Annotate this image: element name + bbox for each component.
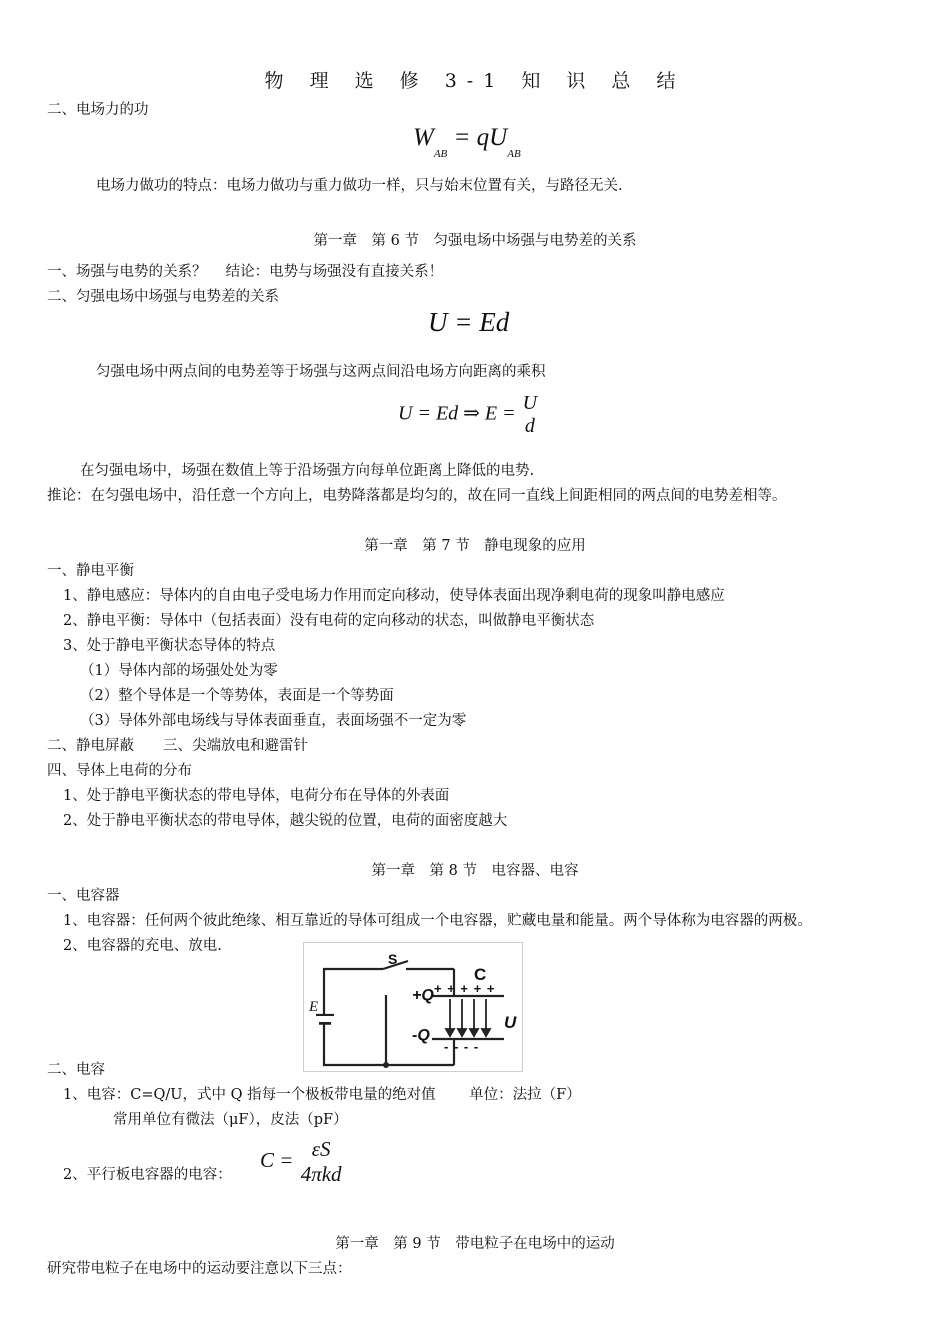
sec7-item: 一、静电平衡 <box>47 563 134 579</box>
formula-cap-left: C = <box>260 1147 294 1172</box>
voltage-label: U <box>504 1013 517 1032</box>
capacitor-circuit-figure <box>303 942 523 1072</box>
sec6-desc: 匀强电场中两点间的电势差等于场强与这两点间沿电场方向距离的乘积 <box>96 364 546 380</box>
plus-signs: + + + + + <box>434 981 496 996</box>
sec8-item: 1、电容：C=Q/U，式中 Q 指每一个极板带电量的绝对值 单位：法拉（F） <box>63 1087 581 1103</box>
formula-e-ud <box>398 392 539 438</box>
sec7-item: 2、处于静电平衡状态的带电导体，越尖锐的位置，电荷的面密度越大 <box>63 813 508 829</box>
sec8-item: 二、电容 <box>47 1062 105 1078</box>
sec8-item: 常用单位有微法（μF），皮法（pF） <box>113 1112 348 1128</box>
formula-work <box>413 124 521 160</box>
sec8-item: 2、电容器的充电、放电. <box>63 938 222 954</box>
fraction-cap-numerator: εS <box>311 1137 331 1161</box>
formula-work-mid: = qU <box>453 124 508 151</box>
formula-work-sub1: AB <box>433 148 448 160</box>
fraction-denominator: d <box>524 415 535 437</box>
sec8-item: 2、平行板电容器的电容： <box>63 1167 232 1183</box>
sec7-item: 1、静电感应：导体内的自由电子受电场力作用而定向移动，使导体表面出现净剩电荷的现象叫静电感应 <box>63 588 725 604</box>
formula-capacitance <box>260 1137 344 1187</box>
sec9-line1: 研究带电粒子在电场中的运动要注意以下三点： <box>47 1261 352 1277</box>
formula-work-sub2: AB <box>507 148 521 160</box>
capacitor-label: C <box>474 965 487 984</box>
work-feature-text: 电场力做功的特点：电场力做功与重力做功一样，只与始末位置有关，与路径无关. <box>96 178 623 194</box>
battery-label: E <box>309 999 319 1015</box>
section-heading-6: 第一章 第 6 节 匀强电场中场强与电势差的关系 <box>313 233 637 249</box>
sec6-line2: 二、匀强电场中场强与电势差的关系 <box>47 289 279 305</box>
sec7-item: 二、静电屏蔽 三、尖端放电和避雷针 <box>47 738 308 754</box>
section-heading-9: 第一章 第 9 节 带电粒子在电场中的运动 <box>335 1236 615 1252</box>
fraction-cap <box>299 1137 344 1187</box>
sec7-item: 3、处于静电平衡状态导体的特点 <box>63 638 276 654</box>
sec7-item: 1、处于静电平衡状态的带电导体，电荷分布在导体的外表面 <box>63 788 450 804</box>
fraction-cap-denominator: 4πkd <box>300 1162 342 1186</box>
plus-q-label: +Q <box>412 987 434 1004</box>
sec6-line3: 在匀强电场中，场强在数值上等于沿场强方向每单位距离上降低的电势. <box>80 463 535 479</box>
formula-e-ud-left: U = Ed ⇒ E = <box>398 402 516 425</box>
switch-label: S <box>388 951 398 967</box>
section-heading-8: 第一章 第 8 节 电容器、电容 <box>371 863 579 879</box>
page-title: 物 理 选 修 3-1 知 识 总 结 <box>264 70 686 92</box>
sec7-item: （1）导体内部的场强处处为零 <box>80 663 278 679</box>
minus-q-label: -Q <box>412 1027 430 1044</box>
sec7-item: 2、静电平衡：导体中（包括表面）没有电荷的定向移动的状态，叫做静电平衡状态 <box>63 613 595 629</box>
sec6-line1: 一、场强与电势的关系？ 结论：电势与场强没有直接关系！ <box>47 264 444 280</box>
fraction-u-d <box>521 392 539 438</box>
sec6-line4: 推论：在匀强电场中，沿任意一个方向上，电势降落都是均匀的，故在同一直线上间距相同的两点间的电势差相等。 <box>47 488 787 504</box>
sec7-item: 四、导体上电荷的分布 <box>47 763 192 779</box>
section-heading-work: 二、电场力的功 <box>47 102 149 118</box>
sec8-item: 1、电容器：任何两个彼此绝缘、相互靠近的导体可组成一个电容器，贮藏电量和能量。两个导体称为电容器的两极。 <box>63 913 812 929</box>
formula-work-w: W <box>413 124 434 151</box>
sec7-item: （2）整个导体是一个等势体，表面是一个等势面 <box>80 688 394 704</box>
sec8-item: 一、电容器 <box>47 888 120 904</box>
fraction-numerator: U <box>522 392 538 414</box>
circuit-diagram <box>304 943 522 1071</box>
formula-u-ed: U = Ed <box>428 307 510 337</box>
minus-signs: - - - - <box>444 1039 480 1054</box>
section-heading-7: 第一章 第 7 节 静电现象的应用 <box>364 538 586 554</box>
sec7-item: （3）导体外部电场线与导体表面垂直，表面场强不一定为零 <box>80 713 467 729</box>
